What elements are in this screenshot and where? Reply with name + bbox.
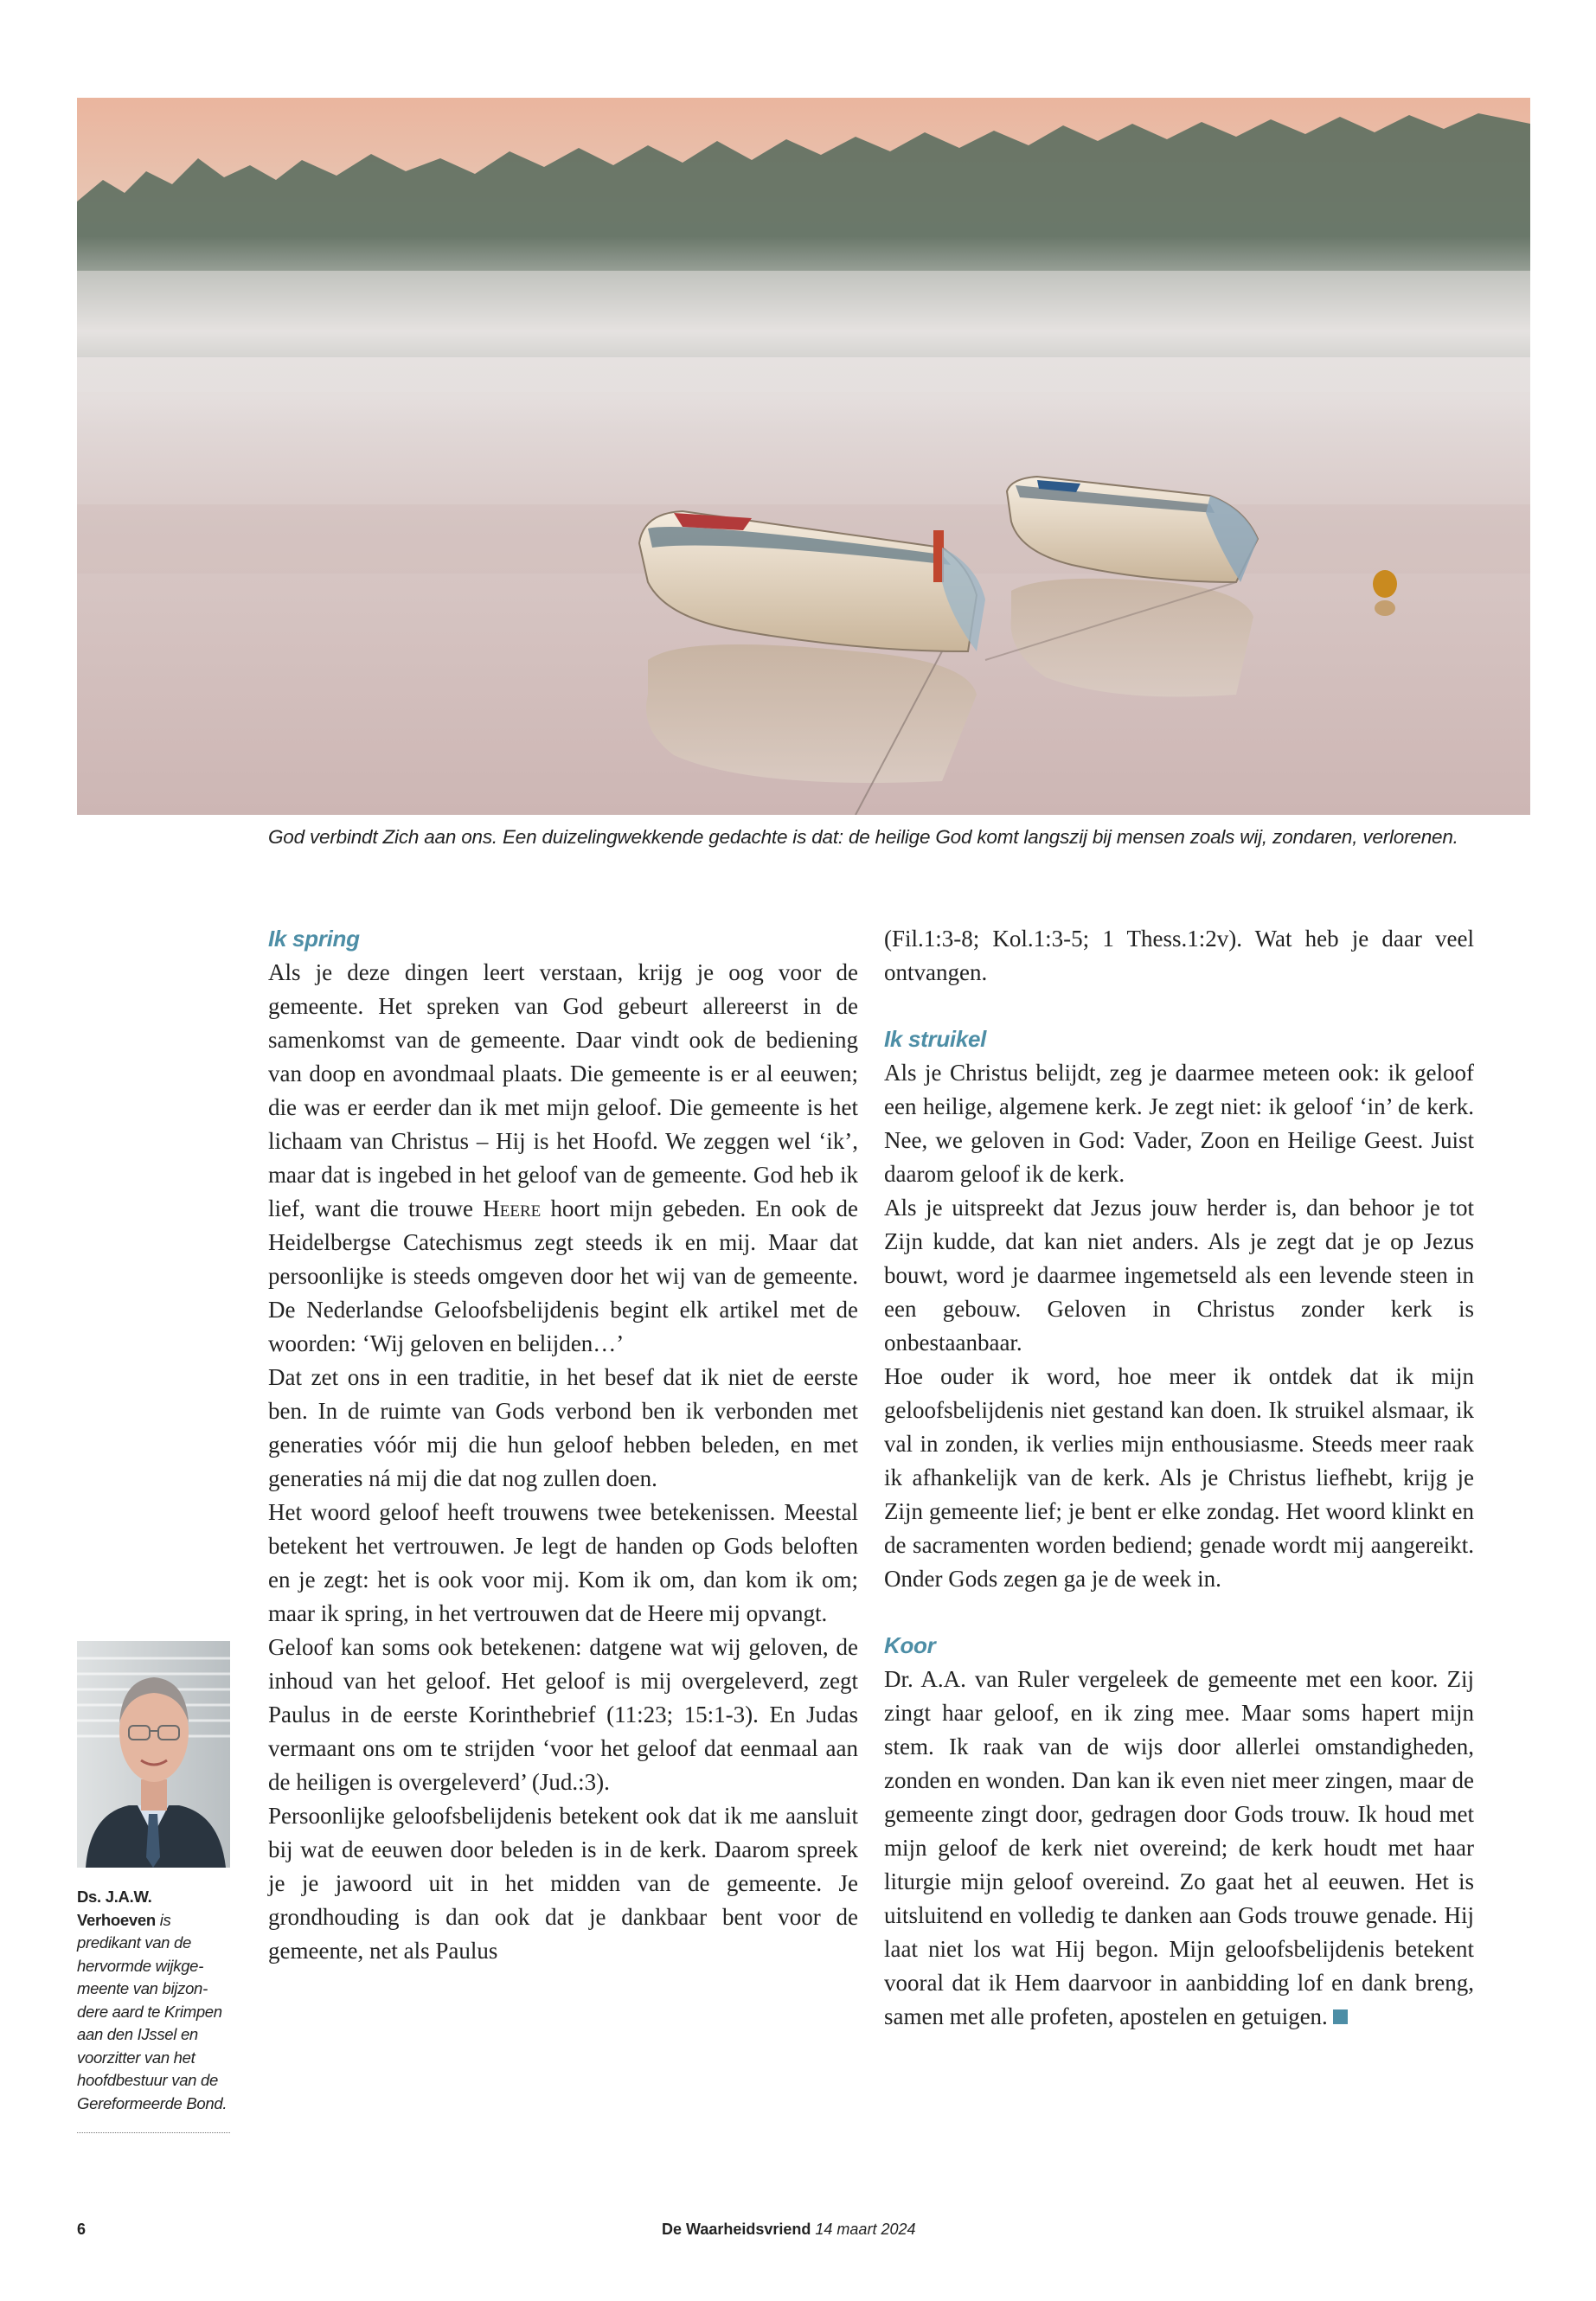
article-column-right xyxy=(884,922,1474,2034)
author-portrait-illustration xyxy=(77,1641,230,1868)
paragraph-text: Dr. A.A. van Ruler vergeleek de gemeente met een koor. Zij zingt haar geloof, en ik zing mee. Maar soms hapert mijn stem. Ik raak van de wijs door allerlei omstandigheden, zonden en wonden. Dan kan ik even niet meer zingen, maar de gemeente zingt door, gedragen door Gods trouw. Ik houd met mijn geloof de kerk niet overeind; de kerk houdt met haar liturgie mijn geloof overeind. Zo gaat het al eeuwen. Het is uitsluitend en volledig te danken aan Gods trouwe genade. Hij laat niet los wat Hij begon. Mijn geloofsbelijdenis betekent vooral dat ik Hem daarvoor in aanbidding lof en dank breng, samen met alle profeten, apostelen en getuigen. xyxy=(884,1666,1474,2029)
section-heading-ik-spring: Ik spring xyxy=(268,926,360,952)
paragraph: Het woord geloof heeft trouwens twee betekenissen. Meestal betekent het vertrouwen. Je legt de handen op Gods beloften en je zegt: het is ook voor mij. Kom ik om, dan kom ik om; maar ik spring, in het vertrouwen dat de Heere mij opvangt. xyxy=(268,1499,858,1626)
section-heading-ik-struikel: Ik struikel xyxy=(884,1026,987,1052)
photo-caption: God verbindt Zich aan ons. Een duizelingwekkende gedachte is dat: de heilige God komt langszij bij mensen zoals wij, zondaren, verlorenen. xyxy=(268,826,1458,848)
bio-divider xyxy=(77,2132,230,2133)
publication-name: De Waarheidsvriend xyxy=(662,2221,811,2238)
author-name: Ds. J.A.W. Verhoeven xyxy=(77,1888,156,1929)
issue-date: 14 maart 2024 xyxy=(815,2221,916,2238)
paragraph: Als je Christus belijdt, zeg je daarmee meteen ook: ik geloof een heilige, algemene kerk. Je zegt niet: ik geloof ‘in’ de kerk. Nee, we geloven in God: Vader, Zoon en Heilige Geest. Juist daarom geloof ik de kerk. xyxy=(884,1060,1474,1187)
end-of-article-square-icon xyxy=(1333,2009,1348,2024)
paragraph-text: hoort mijn gebeden. En ook de Heidelbergse Catechismus zegt steeds ik en mij. Maar dat persoonlijke is steeds omgeven door het wij van de gemeente. De Nederlandse Geloofsbelijdenis begint elk artikel met de woorden: ‘Wij geloven en belijden…’ xyxy=(268,1195,858,1356)
paragraph: (Fil.1:3-8; Kol.1:3-5; 1 Thess.1:2v). Wat heb je daar veel ontvangen. xyxy=(884,926,1474,985)
hero-photo-illustration xyxy=(77,98,1530,815)
page-number: 6 xyxy=(77,2221,87,2238)
paragraph: Als je uitspreekt dat Jezus jouw herder is, dan behoor je tot Zijn kudde, dat kan niet anders. Als je zegt dat je op Jezus bouwt, word je daarmee ingemetseld als een levende steen in een gebouw. Geloven in Christus zonder kerk is onbestaanbaar. xyxy=(884,1195,1474,1356)
small-caps-heere: Heere xyxy=(483,1195,542,1221)
paragraph: Dat zet ons in een traditie, in het besef dat ik niet de eerste ben. In de ruimte van Gods verbond ben ik verbonden met generaties vóór mij die hun geloof hebben beleden, en met generaties ná mij die dat nog zullen doen. xyxy=(268,1364,858,1491)
section-heading-koor: Koor xyxy=(884,1632,936,1658)
author-portrait xyxy=(77,1641,230,1868)
page-footer xyxy=(662,2221,915,2239)
hero-photo xyxy=(77,98,1530,815)
paragraph xyxy=(884,1663,1474,2034)
paragraph: Geloof kan soms ook betekenen: datgene wat wij geloven, de inhoud van het geloof. Het geloof is mij overgeleverd, zegt Paulus in de eerste Korinthebrief (11:23; 15:1-3). En Judas vermaant ons om te strijden ‘voor het geloof dat eenmaal aan de heiligen is overgeleverd’ (Jud.:3). xyxy=(268,1634,858,1795)
paragraph: Persoonlijke geloofsbelijdenis betekent ook dat ik me aansluit bij wat de eeuwen door beleden is in de kerk. Daarom spreek je je jawoord uit in het midden van de gemeente. Je grondhouding is dan ook dat je dankbaar bent voor de gemeente, net als Paulus xyxy=(268,1803,858,1964)
paragraph-text: Als je deze dingen leert verstaan, krijg je oog voor de gemeente. Het spreken van God gebeurt allereerst in de samenkomst van de gemeente. Daar vindt ook de bediening van doop en avondmaal plaats. Die gemeente is er al eeuwen; die was er eerder dan ik met mijn geloof. Die gemeente is het lichaam van Christus – Hij is het Hoofd. We zeggen wel ‘ik’, maar dat is ingebed in het geloof van de gemeente. God heb ik lief, want die trouwe xyxy=(268,959,858,1221)
author-bio xyxy=(77,1886,230,2115)
paragraph xyxy=(268,956,858,1361)
paragraph: Hoe ouder ik word, hoe meer ik ontdek dat ik mijn geloofsbelijdenis niet gestand kan doen. Ik struikel alsmaar, ik val in zonden, ik verlies mijn enthousiasme. Steeds meer raak ik afhankelijk van de kerk. Als je Christus liefhebt, krijg je Zijn gemeente lief; je bent er elke zondag. Het woord klinkt en de sacramenten worden bediend; genade wordt mij aangereikt. Onder Gods zegen ga je de week in. xyxy=(884,1363,1474,1592)
author-description: is predikant van de hervormde wijkgemeente van bijzondere aard te Krimpen aan den IJssel en voorzitter van het hoofdbestuur van de Gereformeerde Bond. xyxy=(77,1910,228,2112)
article-column-left xyxy=(268,922,858,1968)
